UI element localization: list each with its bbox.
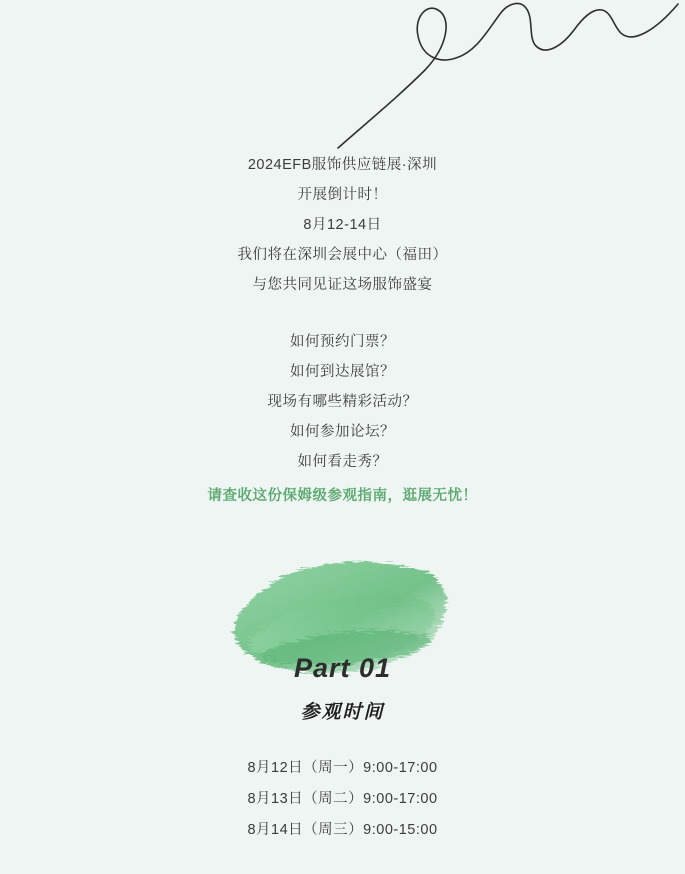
guide-highlight-text: 请查收这份保姆级参观指南，逛展无忧！ (207, 488, 478, 504)
squiggle-decoration (330, 0, 685, 150)
schedule-line: 8月12日（周一）9:00-17:00 (247, 760, 438, 776)
schedule-block (0, 753, 685, 846)
intro-line: 与您共同见证这场服饰盛宴 (252, 277, 433, 293)
questions-block (0, 327, 685, 511)
question-line: 如何到达展馆？ (290, 364, 395, 380)
intro-line: 2024EFB服饰供应链展·深圳 (247, 157, 438, 173)
question-line: 如何预约门票？ (290, 334, 395, 350)
question-line: 如何看走秀？ (297, 454, 388, 470)
question-line: 现场有哪些精彩活动？ (267, 394, 418, 410)
part-label: Part 01 (293, 653, 392, 683)
question-line: 如何参加论坛？ (290, 424, 395, 440)
part-banner (0, 547, 685, 747)
intro-line: 我们将在深圳会展中心（福田） (237, 247, 448, 263)
part-title: 参观时间 (300, 702, 385, 723)
schedule-line: 8月13日（周二）9:00-17:00 (247, 791, 438, 807)
intro-line: 8月12-14日 (303, 217, 382, 233)
intro-block (0, 150, 685, 300)
poster-content (0, 150, 685, 846)
intro-line: 开展倒计时！ (297, 187, 388, 203)
schedule-line: 8月14日（周三）9:00-15:00 (247, 822, 438, 838)
